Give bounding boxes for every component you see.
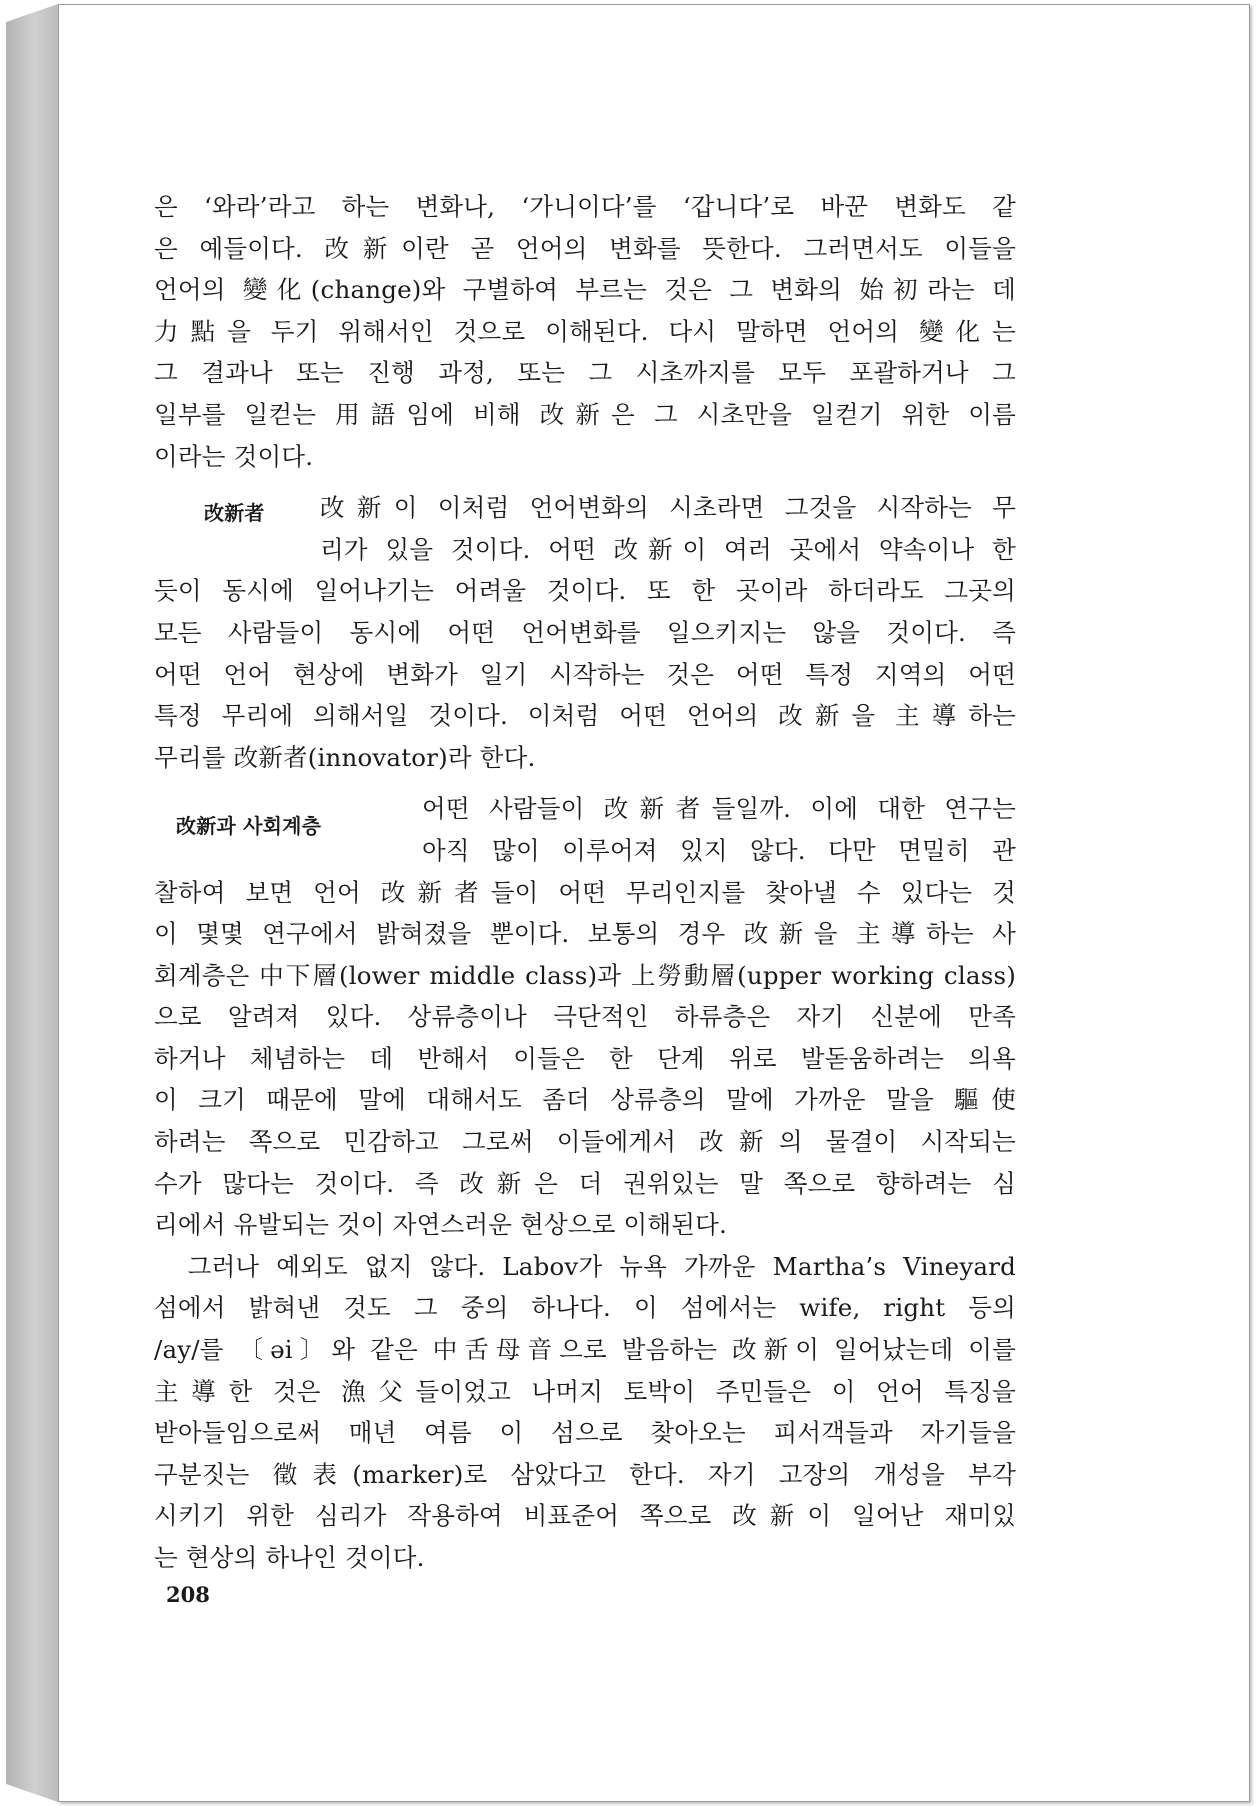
side-heading: 改新과 사회계층 bbox=[176, 814, 322, 839]
text-line: 아직 많이 이루어져 있지 않다. 다만 면밀히 관 bbox=[422, 835, 1016, 865]
text-line: 은 예들이다. 改新이란 곧 언어의 변화를 뜻한다. 그러면서도 이들을 bbox=[154, 233, 1016, 263]
text-line: 찰하여 보면 언어 改新者들이 어떤 무리인지를 찾아낼 수 있다는 것 bbox=[154, 877, 1016, 907]
indented-lines bbox=[320, 487, 1016, 570]
page-text bbox=[154, 186, 1016, 1579]
paragraph-4 bbox=[154, 1246, 1016, 1579]
text-line: 시키기 위한 심리가 작용하여 비표준어 쪽으로 改新이 일어난 재미있 bbox=[154, 1501, 1016, 1531]
text-line: 어떤 언어 현상에 변화가 일기 시작하는 것은 어떤 특정 지역의 어떤 bbox=[154, 659, 1016, 689]
text-line: 이 몇몇 연구에서 밝혀졌을 뿐이다. 보통의 경우 改新을 主導하는 사 bbox=[154, 919, 1016, 949]
text-line: 구분짓는 徵表(marker)로 삼았다고 한다. 자기 고장의 개성을 부각 bbox=[154, 1459, 1016, 1489]
text-line: 는 현상의 하나인 것이다. bbox=[154, 1543, 425, 1572]
text-line: 회계층은 中下層(lower middle class)과 上勞動層(upper working class) bbox=[154, 960, 1016, 990]
text-line: 특정 무리에 의해서일 것이다. 이처럼 어떤 언어의 改新을 主導하는 bbox=[154, 701, 1016, 731]
text-line: 언어의 變化(change)와 구별하여 부르는 것은 그 변화의 始初라는 데 bbox=[154, 275, 1016, 305]
indented-lines bbox=[422, 788, 1016, 871]
section-social-class bbox=[154, 788, 1016, 1246]
book-spine bbox=[6, 4, 59, 1802]
text-line: 어떤 사람들이 改新者들일까. 이에 대한 연구는 bbox=[422, 794, 1016, 824]
text-line: 모든 사람들이 동시에 어떤 언어변화를 일으키지는 않을 것이다. 즉 bbox=[154, 617, 1016, 647]
text-line: 받아들임으로써 매년 여름 이 섬으로 찾아오는 피서객들과 자기들을 bbox=[154, 1418, 1016, 1448]
text-line: 수가 많다는 것이다. 즉 改新은 더 권위있는 말 쪽으로 향하려는 심 bbox=[154, 1168, 1016, 1198]
text-line: 主導한 것은 漁父들이었고 나머지 토박이 주민들은 이 언어 특징을 bbox=[154, 1376, 1016, 1406]
text-line: 으로 알려져 있다. 상류층이나 극단적인 하류층은 자기 신분에 만족 bbox=[154, 1002, 1016, 1032]
text-line: 은 ‘와라’라고 하는 변화나, ‘가니이다’를 ‘갑니다’로 바꾼 변화도 같 bbox=[154, 192, 1016, 221]
paragraph-1 bbox=[154, 186, 1016, 477]
side-heading: 改新者 bbox=[204, 501, 265, 526]
text-line: 리가 있을 것이다. 어떤 改新이 여러 곳에서 약속이나 한 bbox=[320, 534, 1016, 564]
section-innovator bbox=[154, 487, 1016, 778]
page-number: 208 bbox=[166, 1582, 210, 1607]
text-line: 하려는 쪽으로 민감하고 그로써 이들에게서 改新의 물결이 시작되는 bbox=[154, 1127, 1016, 1157]
text-line: /ay/를 〔əi〕와 같은 中舌母音으로 발음하는 改新이 일어났는데 이를 bbox=[154, 1335, 1016, 1365]
text-line: 이 크기 때문에 말에 대해서도 좀더 상류층의 말에 가까운 말을 驅使 bbox=[154, 1085, 1016, 1115]
text-line: 일부를 일컫는 用語임에 비해 改新은 그 시초만을 일컫기 위한 이름 bbox=[154, 399, 1016, 429]
text-line: 섬에서 밝혀낸 것도 그 중의 하나다. 이 섬에서는 wife, right 등의 bbox=[154, 1293, 1016, 1323]
text-line: 하거나 체념하는 데 반해서 이들은 한 단계 위로 발돋움하려는 의욕 bbox=[154, 1043, 1016, 1073]
text-line: 力點을 두기 위해서인 것으로 이해된다. 다시 말하면 언어의 變化는 bbox=[154, 316, 1016, 346]
text-line: 이라는 것이다. bbox=[154, 441, 314, 471]
text-line: 改新이 이처럼 언어변화의 시초라면 그것을 시작하는 무 bbox=[320, 493, 1016, 523]
text-line: 듯이 동시에 일어나기는 어려울 것이다. 또 한 곳이라 하더라도 그곳의 bbox=[154, 576, 1016, 606]
text-line: 그러나 예외도 없지 않다. Labov가 뉴욕 가까운 Martha’s Vineyard bbox=[154, 1251, 1016, 1281]
text-line: 리에서 유발되는 것이 자연스러운 현상으로 이해된다. bbox=[154, 1210, 727, 1240]
text-line: 무리를 改新者(innovator)라 한다. bbox=[154, 742, 536, 772]
text-line: 그 결과나 또는 진행 과정, 또는 그 시초까지를 모두 포괄하거나 그 bbox=[154, 358, 1016, 388]
